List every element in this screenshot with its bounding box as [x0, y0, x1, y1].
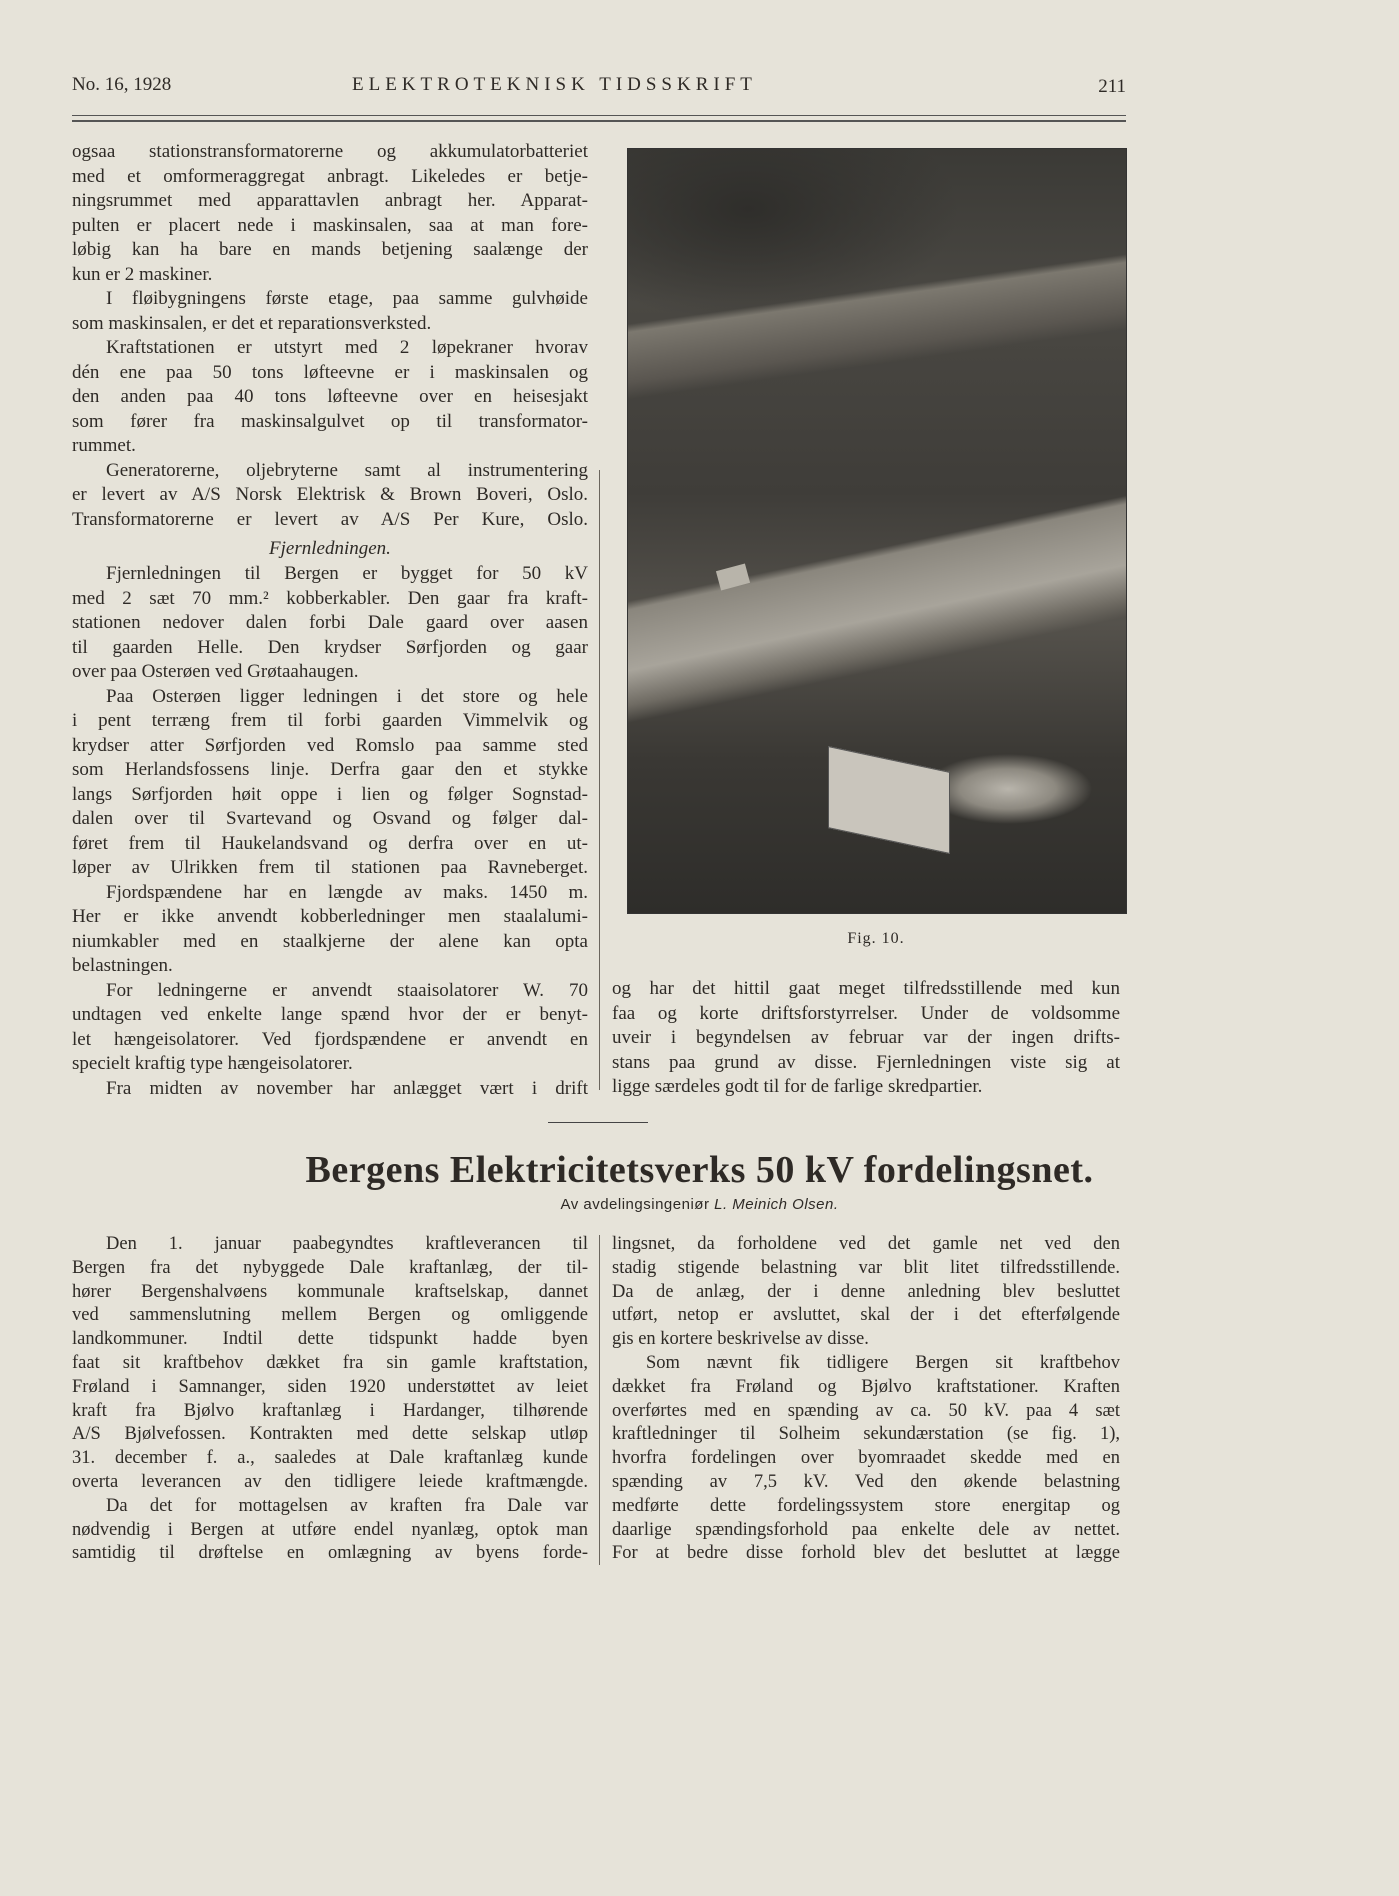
- journal-title: ELEKTROTEKNISK TIDSSKRIFT: [352, 74, 757, 95]
- text-line: Kraftstationen er utstyrt med 2 løpekraner hvorav: [106, 337, 588, 358]
- text-line: specielt kraftig type hængeisolatorer.: [72, 1053, 353, 1074]
- text-line: som Herlandsfossens linje. Derfra gaar den et stykke: [72, 759, 588, 780]
- text-line: For ledningerne er anvendt staaisolatorer W. 70: [106, 979, 588, 1001]
- text-line: krydser atter Sørfjorden ved Romslo paa samme sted: [72, 734, 588, 756]
- text-line: ningsrummet med apparattavlen anbragt her. Apparat-: [72, 190, 588, 211]
- text-line: let hængeisolatorer. Ved fjordspændene er anvendt en: [72, 1028, 588, 1050]
- text-line: faa og korte driftsforstyrrelser. Under de voldsomme: [612, 1002, 1120, 1024]
- text-line: uveir i begyndelsen av februar var der ingen drifts-: [612, 1027, 1120, 1048]
- text-line: faat sit kraftbehov dækket fra sin gamle kraftstation,: [72, 1352, 588, 1373]
- byline-author: L. Meinich Olsen.: [714, 1196, 839, 1213]
- text-line: Bergen fra det nybyggede Dale kraftanlæg, der til-: [72, 1257, 588, 1278]
- text-line: 31. december f. a., saaledes at Dale kraftanlæg kunde: [72, 1448, 588, 1469]
- byline-prefix: Av avdelingsingeniør: [560, 1196, 710, 1213]
- text-line: nødvendig i Bergen at utføre endel nyanlæg, optok man: [72, 1519, 588, 1540]
- text-line: ligge særdeles godt til for de farlige skredpartier.: [612, 1076, 983, 1097]
- text-line: samtidig til drøftelse en omlægning av byens forde-: [72, 1543, 588, 1564]
- text-line: utført, netop er avsluttet, skal der i det efterfølgende: [612, 1305, 1120, 1326]
- issue-number: No. 16, 1928: [72, 74, 172, 95]
- text-line: og har det hittil gaat meget tilfredsstillende med kun: [612, 978, 1120, 999]
- article-right-column: [612, 1233, 1120, 1566]
- figure-10-photo: [627, 148, 1127, 914]
- right-column: [612, 977, 1120, 1100]
- text-line: dén ene paa 50 tons løfteevne er i maskinsalen og: [72, 361, 588, 383]
- column-divider: [599, 470, 600, 1090]
- byline: [0, 1196, 1399, 1213]
- text-line: langs Sørfjorden høit oppe i lien og følger Sognstad-: [72, 783, 588, 805]
- small-building: [716, 563, 750, 590]
- page-number: 211: [1098, 76, 1126, 97]
- text-line: spænding av 7,5 kV. Ved den økende belastning: [612, 1471, 1120, 1492]
- text-line: til gaarden Helle. Den krydser Sørfjorden og gaar: [72, 636, 588, 658]
- text-line: i pent terræng frem til forbi gaarden Vimmelvik og: [72, 710, 588, 731]
- text-line: A/S Bjølvefossen. Kontrakten med dette selskap utløp: [72, 1424, 588, 1445]
- text-line: I fløibygningens første etage, paa samme gulvhøide: [106, 288, 588, 309]
- section-subheading: Fjernledningen.: [269, 538, 391, 559]
- text-line: lingsnet, da forholdene ved det gamle net ved den: [612, 1234, 1120, 1254]
- text-line: ved sammenslutning mellem Bergen og omliggende: [72, 1305, 588, 1326]
- text-line: hvorfra fordelingen over byomraadet skedde med en: [612, 1448, 1120, 1469]
- text-line: er levert av A/S Norsk Elektrisk & Brown Boveri, Oslo.: [72, 484, 588, 505]
- text-line: Transformatorerne er levert av A/S Per Kure, Oslo.: [72, 508, 588, 530]
- text-line: Den 1. januar paabegyndtes kraftleverancen til: [106, 1234, 588, 1254]
- text-line: Fra midten av november har anlægget vært i drift: [106, 1077, 588, 1099]
- text-line: som maskinsalen, er det et reparationsverksted.: [72, 312, 432, 334]
- text-line: overta leverancen av den tidligere leiede kraftmængde.: [72, 1471, 588, 1492]
- text-line: rummet.: [72, 435, 136, 456]
- text-line: med et omformeraggregat anbragt. Likeledes er betje-: [72, 165, 588, 187]
- text-line: Frøland i Samnanger, siden 1920 understøttet av leiet: [72, 1376, 588, 1397]
- text-line: stadig stigende belastning var blit litet tilfredsstillende.: [612, 1257, 1120, 1278]
- header-rule: [72, 115, 1126, 122]
- text-line: over paa Osterøen ved Grøtaahaugen.: [72, 661, 359, 682]
- text-line: hører Bergenshalvøens kommunale kraftselskap, dannet: [72, 1281, 588, 1302]
- text-line: For at bedre disse forhold blev det besluttet at lægge: [612, 1543, 1120, 1564]
- text-line: kun er 2 maskiner.: [72, 263, 213, 285]
- text-line: stationen nedover dalen forbi Dale gaard over aasen: [72, 612, 588, 633]
- text-line: løbig kan ha bare en mands betjening saalænge der: [72, 239, 588, 260]
- left-column: [72, 140, 588, 1101]
- text-line: som fører fra maskinsalgulvet op til transformator-: [72, 410, 588, 432]
- text-line: belastningen.: [72, 955, 173, 976]
- text-line: kraftledninger til Solheim sekundærstation (se fig. 1),: [612, 1424, 1120, 1445]
- article-separator: [548, 1122, 648, 1123]
- article-left-column: [72, 1233, 588, 1566]
- text-line: medførte dette fordelingssystem store energitap og: [612, 1495, 1120, 1516]
- text-line: stans paa grund av disse. Fjernledningen viste sig at: [612, 1051, 1120, 1073]
- text-line: den anden paa 40 tons løfteevne over en heisesjakt: [72, 386, 588, 407]
- text-line: dalen over til Svartevand og Osvand og følger dal-: [72, 808, 588, 829]
- text-line: gis en kortere beskrivelse av disse.: [612, 1329, 869, 1350]
- text-line: overførtes med en spænding av ca. 50 kV. paa 4 sæt: [612, 1400, 1120, 1421]
- text-line: med 2 sæt 70 mm.² kobberkabler. Den gaar fra kraft-: [72, 587, 588, 609]
- text-line: Da de anlæg, der i denne anledning blev besluttet: [612, 1281, 1120, 1302]
- text-line: Da det for mottagelsen av kraften fra Dale var: [106, 1495, 588, 1516]
- text-line: kraft fra Bjølvo kraftanlæg i Hardanger, tilhørende: [72, 1400, 588, 1421]
- article-column-divider: [599, 1235, 600, 1565]
- text-line: løper av Ulrikken frem til stationen paa Ravneberget.: [72, 857, 588, 878]
- text-line: Fjernledningen til Bergen er bygget for 50 kV: [106, 563, 588, 584]
- article-title: Bergens Elektricitetsverks 50 kV fordelingsnet.: [305, 1149, 1094, 1191]
- text-line: Her er ikke anvendt kobberledninger men staalalumi-: [72, 906, 588, 927]
- figure-caption: Fig. 10.: [847, 930, 905, 947]
- text-line: undtagen ved enkelte lange spænd hvor der er benyt-: [72, 1004, 588, 1025]
- running-header: [72, 74, 1126, 100]
- text-line: Generatorerne, oljebryterne samt al instrumentering: [106, 459, 588, 481]
- text-line: niumkabler med en staalkjerne der alene kan opta: [72, 930, 588, 952]
- text-line: føret frem til Haukelandsvand og derfra over en ut-: [72, 832, 588, 854]
- text-line: Som nævnt fik tidligere Bergen sit kraftbehov: [646, 1352, 1120, 1373]
- text-line: dækket fra Frøland og Bjølvo kraftstationer. Kraften: [612, 1376, 1120, 1397]
- text-line: Fjordspændene har en længde av maks. 1450 m.: [106, 881, 588, 903]
- text-line: landkommuner. Indtil dette tidspunkt hadde byen: [72, 1329, 588, 1350]
- text-line: daarlige spændingsforhold paa enkelte dele av nettet.: [612, 1519, 1120, 1540]
- text-line: Paa Osterøen ligger ledningen i det store og hele: [106, 685, 588, 707]
- power-station-building: [828, 746, 950, 854]
- text-line: ogsaa stationstransformatorerne og akkumulatorbatteriet: [72, 141, 588, 162]
- text-line: pulten er placert nede i maskinsalen, saa at man fore-: [72, 214, 588, 236]
